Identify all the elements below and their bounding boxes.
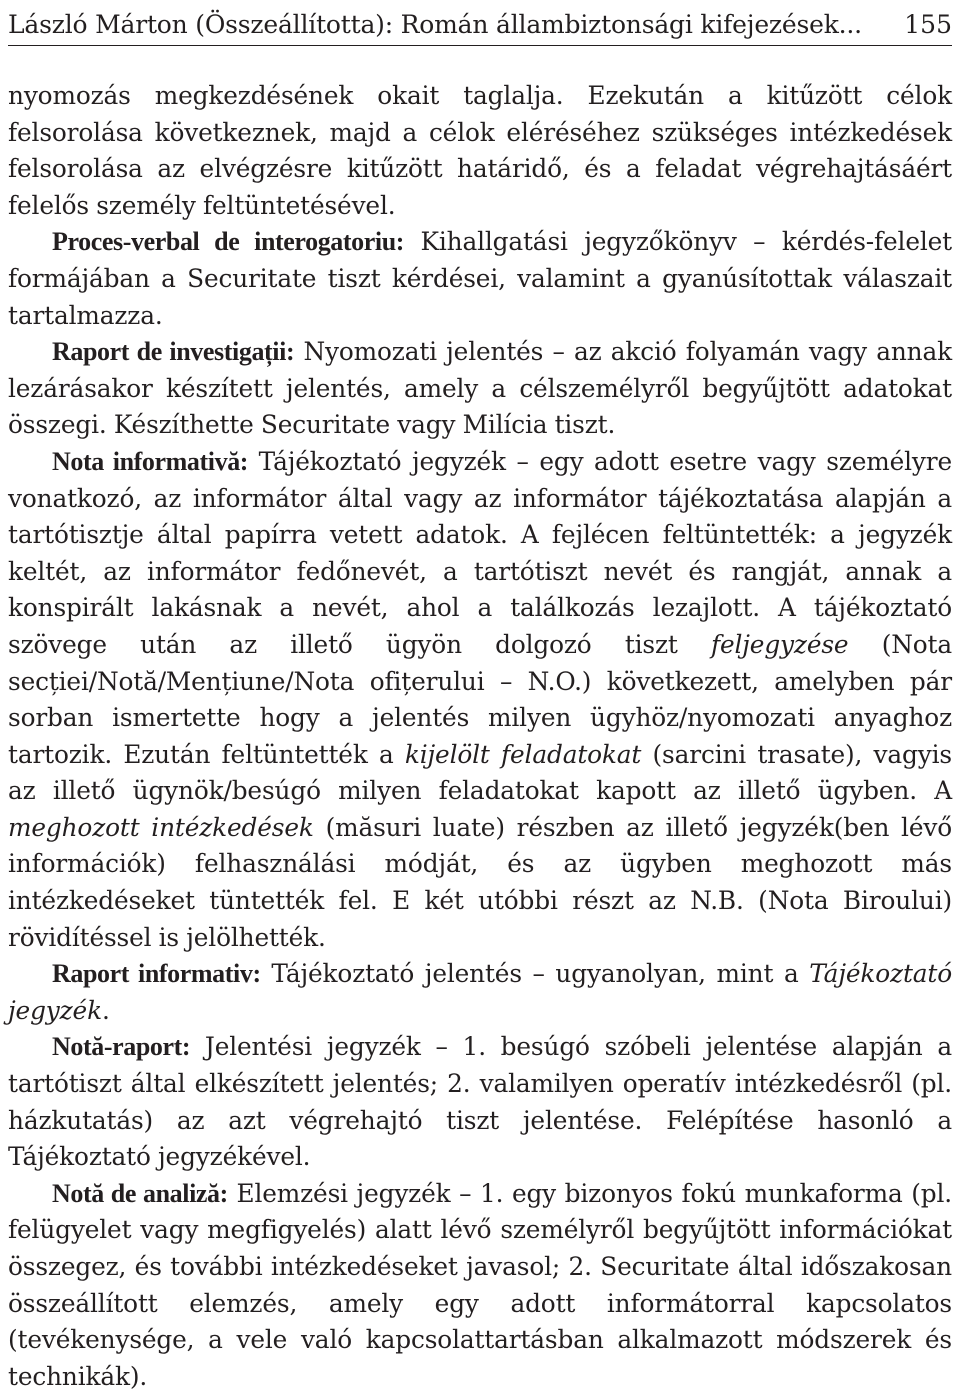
running-header bbox=[8, 4, 952, 46]
glossary-entry-proces-verbal bbox=[8, 224, 952, 334]
glossary-definition: (Nota secției/Notă/Mențiune/Nota ofițerului – N.O.) következett, amelyben pár sorban ismertette hogy a jelentés milyen ügyhöz/nyomozati anyaghoz tartozik. Ezután feltüntették a bbox=[8, 629, 952, 769]
running-title: László Márton (Összeállította): Román állambiztonsági kifejezések... bbox=[8, 10, 862, 39]
glossary-term: Raport informativ: bbox=[52, 959, 261, 989]
glossary-definition: Elemzési jegyzék – 1. egy bizonyos fokú munkaforma (pl. felügyelet vagy megfigyelés) alatt lévő személyről begyűjtött információkat összegez, és további intézkedéseket javasol; 2. Securitate által időszakosan összeállított elemzés, amely egy adott informátorral kapcsolatos (tevékenysége, a vele való kapcsolattartásban alkalmazott módszerek és technikák). bbox=[8, 1178, 953, 1391]
intro-paragraph: nyomozás megkezdésének okait taglalja. Ezekután a kitűzött célok felsorolása következnek, majd a célok eléréséhez szükséges intézkedések felsorolása az elvégzésre kitűzött határidő, és a feladat végrehajtásáért felelős személy feltüntetésével. bbox=[8, 81, 952, 220]
glossary-definition: Tájékoztató jelentés – ugyanolyan, mint a bbox=[260, 959, 810, 989]
glossary-term: Nota informativă: bbox=[52, 446, 249, 476]
glossary-entry-raport-investigatii bbox=[8, 334, 952, 444]
glossary-entry-nota-raport bbox=[8, 1029, 952, 1175]
italic-term: Tájékoztató jegyzék bbox=[8, 959, 952, 1025]
glossary-definition: Tájékoztató jegyzék – egy adott esetre vagy személyre vonatkozó, az informátor által vagy az informátor tájékoztatása alapján a tartótisztje által papírra vetett adatok. A fejlécen feltüntették: a jegyzék keltét, az informátor fedőnevét, a tartótiszt nevét és rangját, annak a konspirált lakásnak a nevét, ahol a találkozás lezajlott. A tájékoztató szövege után az illető ügyön dolgozó tiszt bbox=[8, 446, 952, 659]
glossary-definition: Kihallgatási jegyzőkönyv – kérdés-felelet formájában a Securitate tiszt kérdései, valamint a gyanúsítottak válaszait tartalmazza. bbox=[8, 227, 952, 330]
page-body bbox=[8, 78, 952, 1395]
glossary-term: Proces-verbal de interogatoriu: bbox=[52, 227, 405, 257]
italic-term: meghozott intézkedések bbox=[8, 812, 314, 842]
glossary-definition: . bbox=[101, 995, 110, 1025]
glossary-definition: Nyomozati jelentés – az akció folyamán vagy annak lezárásakor készített jelentés, amely a célszemélyről begyűjtött adatokat összegi. Készíthette Securitate vagy Milícia tiszt. bbox=[8, 337, 952, 440]
glossary-term: Notă-raport: bbox=[52, 1032, 191, 1062]
glossary-entry-raport-informativ bbox=[8, 956, 952, 1029]
italic-term: feljegyzése bbox=[710, 629, 849, 659]
glossary-entry-nota-informativa bbox=[8, 444, 952, 956]
glossary-definition: (măsuri luate) részben az illető jegyzék(ben lévő információk) felhasználási módját, és az ügyben meghozott más intézkedéseket tüntették fel. E két utóbbi részt az N.B. (Nota Biroului) rövidítéssel is jelölhették. bbox=[8, 812, 953, 952]
glossary-entry-nota-analiza bbox=[8, 1176, 952, 1395]
glossary-term: Notă de analiză: bbox=[52, 1178, 228, 1208]
glossary-definition: (sarcini trasate), vagyis az illető ügynök/besúgó milyen feladatokat kapott az illető ügyben. A bbox=[8, 739, 952, 806]
glossary-term: Raport de investigații: bbox=[52, 337, 295, 367]
page-number: 155 bbox=[904, 10, 952, 39]
glossary-definition: Jelentési jegyzék – 1. besúgó szóbeli jelentése alapján a tartótiszt által elkészített jelentés; 2. valamilyen operatív intézkedésről (pl. házkutatás) az azt végrehajtó tiszt jelentése. Felépítése hasonló a Tájékoztató jegyzékével. bbox=[8, 1032, 952, 1172]
italic-term: kijelölt feladatokat bbox=[404, 739, 642, 769]
